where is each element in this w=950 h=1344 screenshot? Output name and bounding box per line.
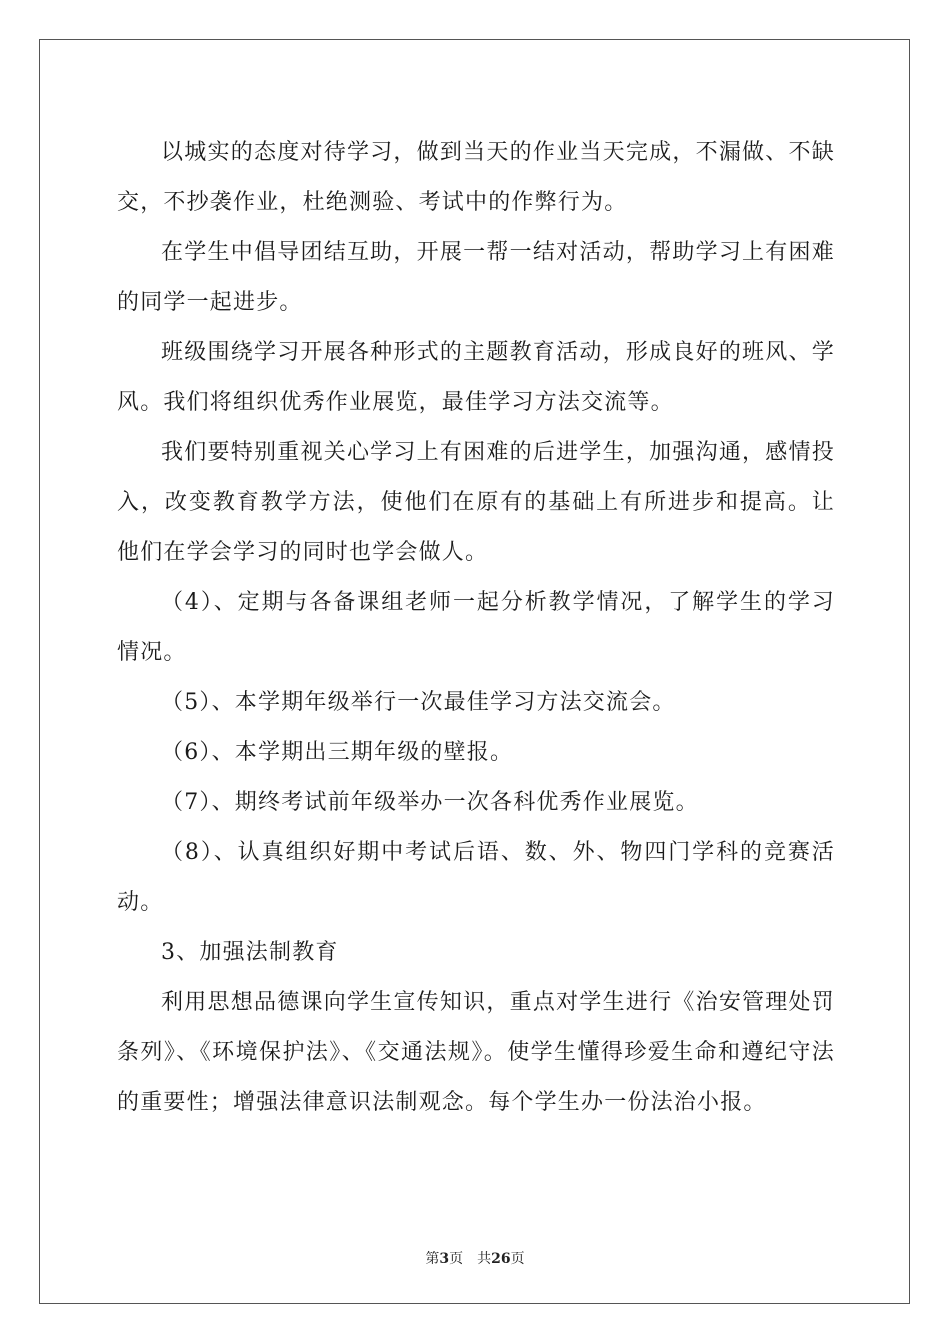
total-prefix: 共	[477, 1251, 492, 1267]
list-item: （5）、本学期年级举行一次最佳学习方法交流会。	[161, 690, 676, 715]
list-item: （6）、本学期出三期年级的壁报。	[161, 740, 514, 765]
section-heading: 3、加强法制教育	[161, 940, 339, 965]
total-pages: 26	[491, 1251, 511, 1267]
paragraph: 利用思想品德课向学生宣传知识，重点对学生进行《治安管理处罚条列》、《环境保护法》、《交通法规》。使学生懂得珍爱生命和遵纪守法的重要性；增强法律意识法制观念。每个学生办一份法治小报。	[117, 990, 835, 1115]
paragraph: 在学生中倡导团结互助，开展一帮一结对活动，帮助学习上有困难的同学一起进步。	[117, 240, 835, 315]
paragraph: 我们要特别重视关心学习上有困难的后进学生，加强沟通，感情投入，改变教育教学方法，使他们在原有的基础上有所进步和提高。让他们在学会学习的同时也学会做人。	[117, 440, 835, 565]
paragraph: 班级围绕学习开展各种形式的主题教育活动，形成良好的班风、学风。我们将组织优秀作业展览，最佳学习方法交流等。	[117, 340, 835, 415]
list-item: （7）、期终考试前年级举办一次各科优秀作业展览。	[161, 790, 699, 815]
page-number: 3	[439, 1251, 450, 1267]
page-suffix: 页	[449, 1251, 464, 1267]
page-prefix: 第	[425, 1251, 440, 1267]
page-footer	[0, 1248, 950, 1268]
list-item: （8）、认真组织好期中考试后语、数、外、物四门学科的竞赛活动。	[117, 840, 835, 915]
total-suffix: 页	[510, 1251, 525, 1267]
document-body	[117, 128, 835, 1128]
paragraph: 以城实的态度对待学习，做到当天的作业当天完成，不漏做、不缺交，不抄袭作业，杜绝测验、考试中的作弊行为。	[117, 140, 835, 215]
list-item: （4）、定期与各备课组老师一起分析教学情况，了解学生的学习情况。	[117, 590, 835, 665]
